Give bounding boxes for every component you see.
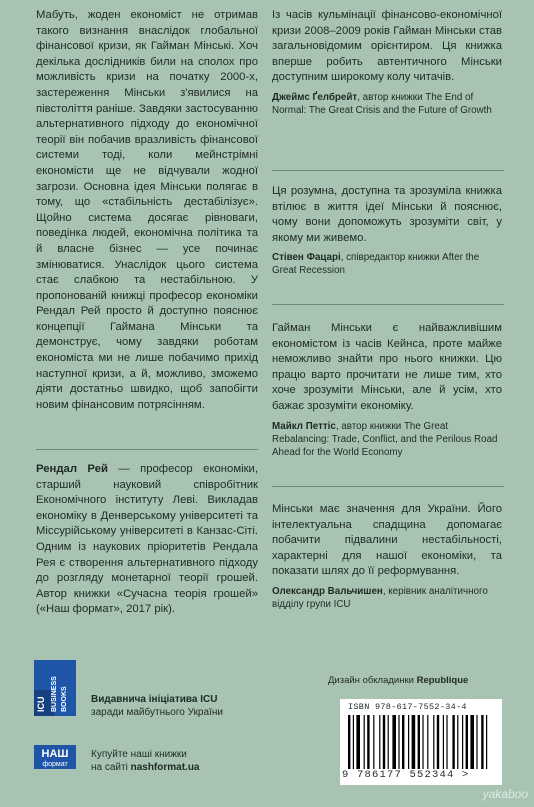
svg-text:формат: формат	[42, 761, 68, 768]
publisher-info	[91, 693, 223, 719]
designer-label: Дизайн обкладинки	[328, 675, 417, 686]
quote-author: Олександр Вальчишен	[272, 585, 383, 597]
shop-line1: Купуйте наші книжки	[91, 749, 187, 760]
barcode-digits: 9 786177 552344 >	[342, 769, 470, 781]
svg-text:BUSINESS: BUSINESS	[51, 676, 58, 712]
isbn: ISBN 978-617-7552-34-4	[348, 702, 467, 712]
quote-author: Майкл Петтіс	[272, 420, 336, 432]
quote-role: , керівник аналітичного відділу групи ICU	[272, 585, 488, 610]
quote-4	[272, 502, 502, 611]
shop-prefix: на сайті	[91, 762, 131, 773]
publisher-slogan: заради майбутнього України	[91, 707, 223, 718]
icu-business-books-logo	[34, 660, 76, 716]
quote-author: Стівен Фацарі	[272, 252, 341, 264]
quote-role: , співредактор книжки After the Great Recession	[272, 252, 480, 277]
shop-site: nashformat.ua	[130, 762, 200, 773]
shop-info	[91, 748, 200, 774]
divider	[272, 486, 504, 487]
blurb	[36, 8, 258, 413]
author-name: Рендал Рей	[36, 463, 108, 475]
publisher-name: Видавнича ініціатива ICU	[91, 694, 218, 705]
quote-role: , автор книжки The End of Normal: The Great Crisis and the Future of Growth	[272, 91, 492, 116]
divider	[272, 170, 504, 171]
divider	[36, 449, 258, 450]
svg-text:НАШ: НАШ	[41, 748, 69, 760]
quote-3	[272, 321, 502, 459]
svg-text:ICU: ICU	[36, 696, 46, 712]
barcode	[340, 699, 502, 785]
cover-designer	[328, 675, 468, 686]
blurb-text: Мабуть, жоден економіст не отримав такого визнання внаслідок глобальної фінансової кризи, як Гайман Мінські. Хоч декілька дослідників били на сполох про можливість кризи на початку 2000-х, застереження Мінськи з'явилися на півстоліття раніше. Завдяки застосуванню альтернативного підходу до економічної теорії він побачив вразливість фінансової системи тоді, коли мейнстрімні економісти ще не відчували жодної загрози. Основна ідея Мінськи полягає в тому, що «стабільність дестабілізує». Щойно система досягає рівноваги, поведінка людей, економічна політика та й власне бізнес — усе починає змінюватися. Унаслідок цього система стає слабкою та нестабільною. У пропонованій книжці професор економіки Рендал Рей просто й доступно пояснює концепції Гаймана Мінськи та демонструє, чому завдяки роботам економіста ми не лише побачимо прихід наступної кризи, а й, можливо, зможемо діяти достатньо швидко, щоб запобігти новим фінансовим потрясінням.	[36, 9, 258, 411]
author-bio-text: — професор економіки, старший науковий співробітник Економічного інституту Леві. Викладав економіку в Денверському університеті та Міссурійському університеті в Канзас-Сіті. Одним із наукових пріоритетів Рендала Рея є створення альтернативного підходу до розгляду монетарної теорії грошей. Автор книжки «Сучасна теорія грошей» («Наш формат», 2017 рік).	[36, 463, 258, 616]
quote-author: Джеймс Ґелбрейт	[272, 91, 358, 103]
designer-name: Republique	[416, 675, 469, 686]
quote-2	[272, 184, 502, 277]
watermark: yakaboo	[482, 787, 528, 801]
quote-1	[272, 8, 502, 117]
barcode-bars	[348, 715, 494, 769]
quote-text: Ця розумна, доступна та зрозуміла книжка втілює в життя ідеї Мінськи й пояснює, чому вони допоможуть зрозуміти світ, у якому ми живемо.	[272, 185, 502, 244]
svg-text:BOOKS: BOOKS	[61, 686, 68, 712]
quote-text: Із часів кульмінації фінансово-економічної кризи 2008–2009 років Гайман Мінськи став загальновідомим орієнтиром. Ця книжка вперше робить автентичного Мінськи доступним широкому колу читачів.	[272, 9, 502, 84]
author-bio	[36, 462, 258, 618]
quote-text: Мінськи має значення для України. Його інтелектуальна спадщина допомагає побачити підвалини нестабільності, характерні для нашої економіки, та показати шлях до її реформування.	[272, 503, 502, 578]
divider	[272, 304, 504, 305]
nash-format-logo	[34, 745, 76, 769]
quote-role: , автор книжки The Great Rebalancing: Trade, Conflict, and the Perilous Road Ahead for the World Economy	[272, 420, 498, 458]
quote-text: Гайман Мінськи є найважливішим економістом із часів Кейнса, проте майже неможливо знайти про нього книжки. Цю працю варто прочитати не лише тим, хто хоче зрозуміти Мінськи, але й усім, хто бажає зрозуміти економіку.	[272, 322, 502, 412]
